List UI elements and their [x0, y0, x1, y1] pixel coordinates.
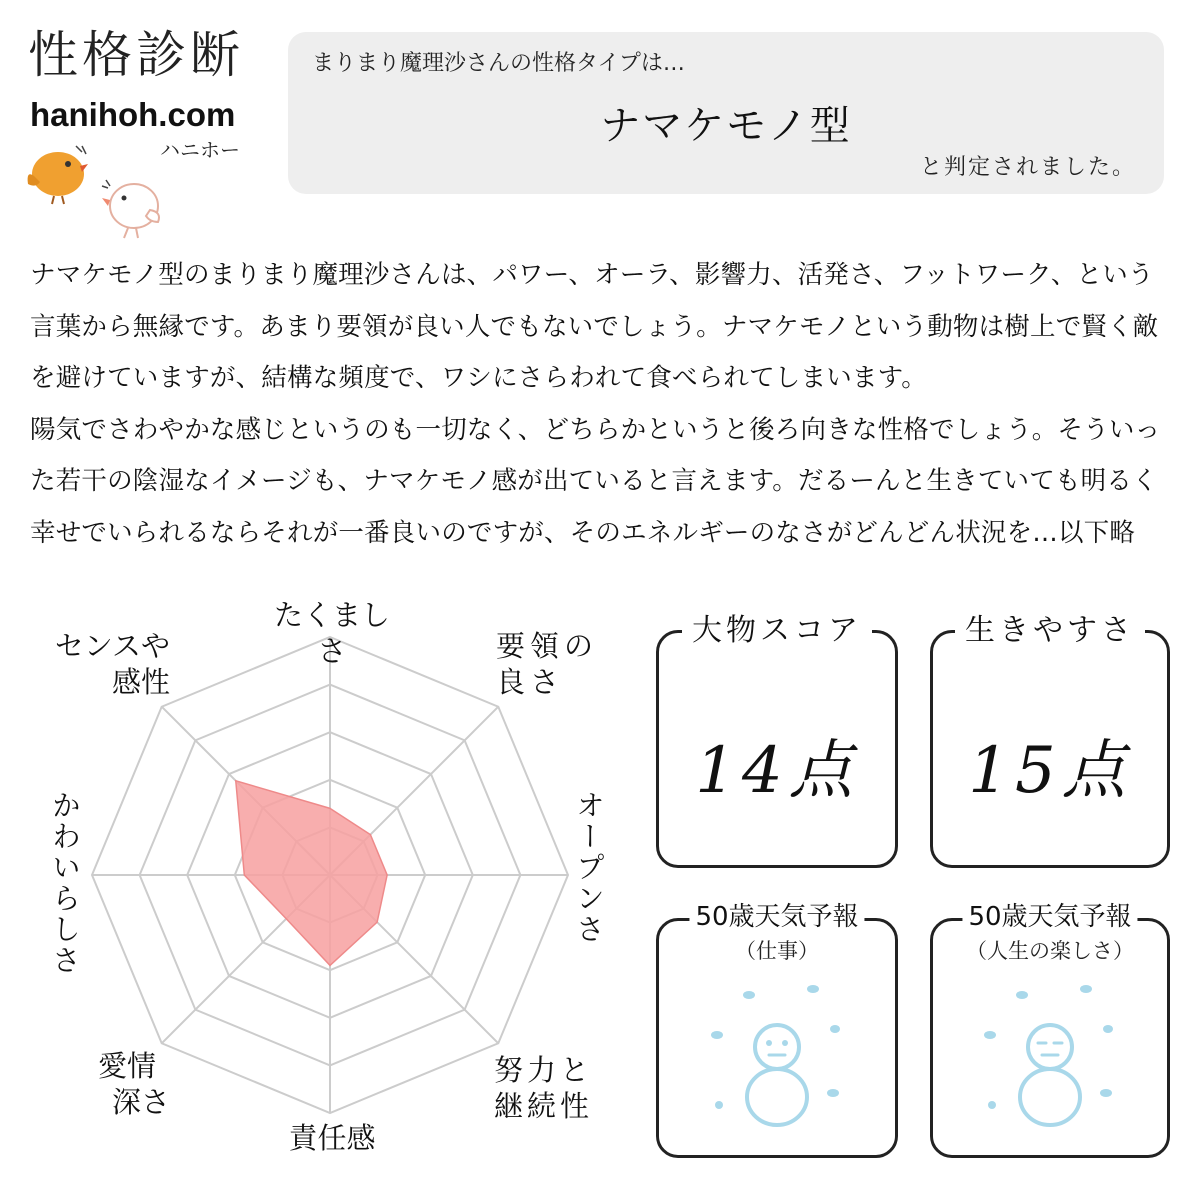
radar-label-doryoku-line2: 継続性: [494, 1089, 594, 1123]
radar-label-sense-line2: 感性: [111, 665, 170, 699]
radar-label-aijou-line1: 愛情: [97, 1049, 156, 1083]
ikiyasusa-score-card: [930, 613, 1170, 868]
omono-score-value: 14点: [695, 734, 859, 808]
description-paragraph-1: ナマケモノ型のまりまり魔理沙さんは、パワー、オーラ、影響力、活発さ、フットワーク、という言葉から無縁です。あまり要領が良い人でもないでしょう。ナマケモノという動物は樹上で賢く敵を避けていますが、結構な頻度で、ワシにさらわれて食べられてしまいます。: [30, 260, 1159, 394]
radar-label-sense-line1: センスや: [54, 629, 170, 663]
omono-score-label: 大物スコア: [682, 611, 872, 651]
radar-label-youryou-line1: 要領の: [496, 629, 599, 663]
personality-type: ナマケモノ型: [600, 103, 852, 149]
radar-label-doryoku-line1: 努力と: [494, 1053, 594, 1087]
radar-label-youryou: [496, 628, 616, 700]
ikiyasusa-score-label: 生きやすさ: [955, 611, 1145, 651]
forecast-life-title: 50歳天気予報: [962, 899, 1137, 935]
radar-label-doryoku: [494, 1052, 614, 1124]
ikiyasusa-score-value: 15点: [968, 734, 1132, 808]
omono-score-card: [656, 613, 898, 868]
forecast-life-card: [930, 902, 1170, 1158]
snowman-icon: [707, 985, 847, 1135]
snowman-icon: [980, 985, 1120, 1135]
radar-label-kawairashisa: かわいらしさ: [48, 790, 82, 976]
forecast-work-card: [656, 902, 898, 1158]
radar-label-aijou-line2: 深さ: [111, 1085, 170, 1119]
forecast-work-subtitle: （仕事）: [735, 939, 819, 963]
radar-label-sense: [40, 628, 170, 700]
description-paragraph-2: 陽気でさわやかな感じというのも一切なく、どちらかというと後ろ向きな性格でしょう。そういった若干の陰湿なイメージも、ナマケモノ感が出ていると言えます。だるーんと生きていても明るく幸せでいられるならそれが一番良いのですが、そのエネルギーのなさがどんどん状況を…以下略: [30, 414, 1161, 548]
orange-chick-icon: [22, 140, 92, 208]
radar-label-youryou-line2: 良さ: [496, 665, 565, 699]
white-chick-icon: [100, 172, 166, 242]
radar-label-sekinin: 責任感: [288, 1121, 376, 1155]
brand-kana: ハニホー: [160, 138, 240, 162]
result-lead: まりまり魔理沙さんの性格タイプは…: [312, 51, 685, 76]
radar-label-open: オープンさ: [572, 790, 606, 945]
forecast-life-subtitle: （人生の楽しさ）: [966, 939, 1134, 963]
result-banner: [288, 32, 1164, 194]
radar-label-takumashisa: たくましさ: [273, 598, 390, 668]
radar-data-area: [236, 781, 387, 966]
forecast-work-title: 50歳天気予報: [689, 899, 864, 935]
brand-domain[interactable]: hanihoh.com: [30, 96, 236, 133]
radar-label-aijou: [70, 1048, 170, 1120]
result-tail: と判定されました。: [919, 155, 1136, 180]
brand-title: 性格診断: [28, 26, 244, 84]
description: [30, 250, 1170, 560]
